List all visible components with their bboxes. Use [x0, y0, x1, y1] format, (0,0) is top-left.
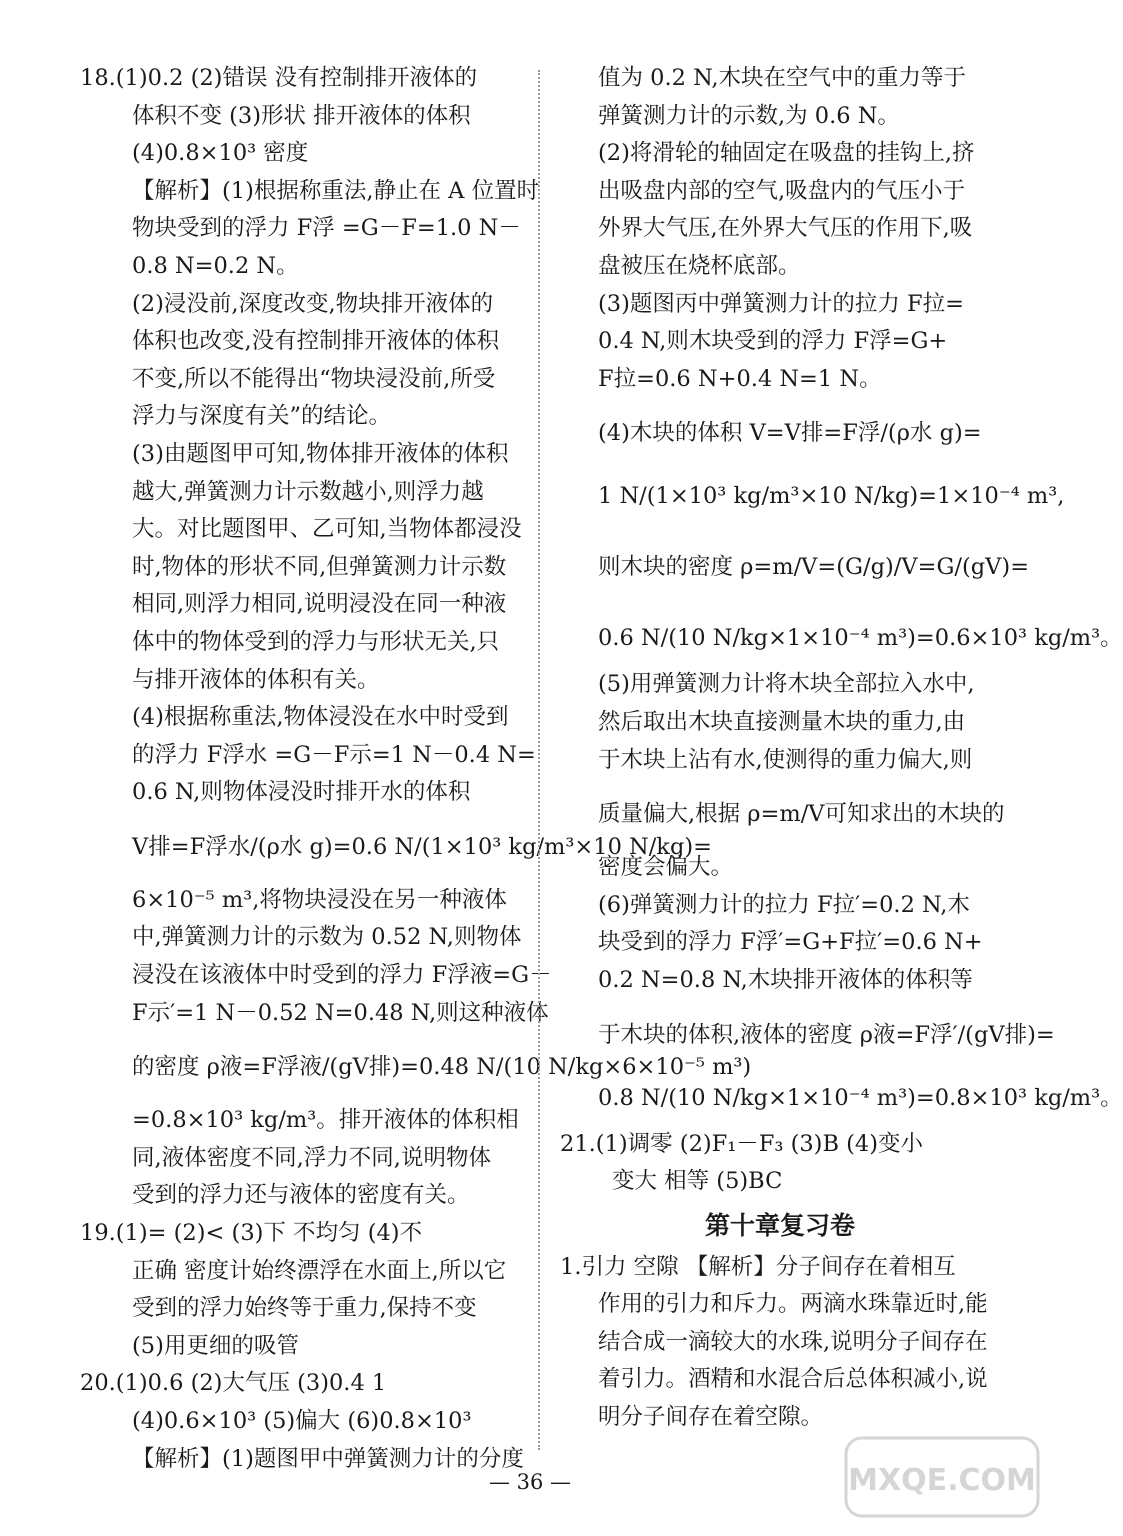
- left-text-line: 体积不变 (3)形状 排开液体的体积: [132, 102, 471, 129]
- left-text-line: 0.8 N=0.2 N。: [132, 252, 299, 279]
- column-divider: [538, 70, 540, 1450]
- right-text-line: 块受到的浮力 F浮′=G+F拉′=0.6 N+: [598, 929, 983, 956]
- left-text-line: 受到的浮力始终等于重力,保持不变: [132, 1295, 477, 1322]
- left-text-line: 越大,弹簧测力计示数越小,则浮力越: [132, 478, 484, 505]
- right-text-line: (2)将滑轮的轴固定在吸盘的挂钩上,挤: [598, 140, 975, 167]
- right-text-line: 0.2 N=0.8 N,木块排开液体的体积等: [598, 966, 973, 993]
- left-text-line: 【解析】(1)题图甲中弹簧测力计的分度: [132, 1445, 524, 1472]
- right-text-line: F拉=0.6 N+0.4 N=1 N。: [598, 365, 882, 392]
- left-text-line: 的密度 ρ液=F浮液/(gV排)=0.48 N/(10 N/kg×6×10⁻⁵ m³): [132, 1054, 752, 1081]
- right-text-line: 值为 0.2 N,木块在空气中的重力等于: [598, 65, 966, 91]
- left-text-line: (5)用更细的吸管: [132, 1332, 299, 1359]
- right-text-line: (5)用弹簧测力计将木块全部拉入水中,: [598, 671, 975, 698]
- left-text-line: 19.(1)= (2)< (3)下 不均匀 (4)不: [80, 1220, 423, 1247]
- right-text-line: 外界大气压,在外界大气压的作用下,吸: [598, 215, 973, 242]
- right-text-line: (3)题图丙中弹簧测力计的拉力 F拉=: [598, 290, 964, 317]
- left-text-line: 时,物体的形状不同,但弹簧测力计示数: [132, 553, 507, 580]
- right-text-line: 第十章复习卷: [704, 1210, 855, 1240]
- right-text-line: 1 N/(1×10³ kg/m³×10 N/kg)=1×10⁻⁴ m³,: [598, 483, 1065, 510]
- left-text-line: 20.(1)0.6 (2)大气压 (3)0.4 1: [80, 1370, 387, 1397]
- page-number: — 36 —: [488, 1470, 572, 1494]
- right-text-line: 于木块上沾有水,使测得的重力偏大,则: [598, 746, 973, 773]
- left-text-line: 18.(1)0.2 (2)错误 没有控制排开液体的: [80, 65, 478, 91]
- right-column: [560, 60, 1123, 1437]
- watermark-stamp-icon: [842, 1432, 1042, 1522]
- right-text-line: 1.引力 空隙 【解析】分子间存在着相互: [560, 1253, 956, 1280]
- right-text-line: 盘被压在烧杯底部。: [598, 252, 801, 279]
- right-text-line: 0.4 N,则木块受到的浮力 F浮=G+: [598, 328, 948, 355]
- right-text-line: 于木块的体积,液体的密度 ρ液=F浮′/(gV排)=: [598, 1021, 1055, 1048]
- left-text-line: 相同,则浮力相同,说明浸没在同一种液: [132, 591, 507, 618]
- left-text-line: 的浮力 F浮水 =G－F示=1 N－0.4 N=: [132, 741, 536, 768]
- right-text-line: 然后取出木块直接测量木块的重力,由: [598, 708, 966, 735]
- left-text-line: (3)由题图甲可知,物体排开液体的体积: [132, 440, 509, 467]
- right-text-line: 着引力。酒精和水混合后总体积减小,说: [598, 1366, 988, 1393]
- right-text-line: 作用的引力和斥力。两滴水珠靠近时,能: [598, 1291, 988, 1318]
- left-text-line: 中,弹簧测力计的示数为 0.52 N,则物体: [132, 924, 522, 951]
- right-text-line: (4)木块的体积 V=V排=F浮/(ρ水 g)=: [598, 420, 982, 447]
- left-text-line: (2)浸没前,深度改变,物块排开液体的: [132, 290, 494, 317]
- left-text-line: 大。对比题图甲、乙可知,当物体都浸没: [132, 516, 522, 543]
- right-text-line: 0.6 N/(10 N/kg×1×10⁻⁴ m³)=0.6×10³ kg/m³。: [598, 625, 1123, 652]
- left-text-line: (4)0.8×10³ 密度: [132, 140, 309, 167]
- left-text-line: 浸没在该液体中时受到的浮力 F浮液=G－: [132, 962, 552, 989]
- right-text-line: 结合成一滴较大的水珠,说明分子间存在: [598, 1328, 988, 1355]
- left-text-line: 物块受到的浮力 F浮 =G－F=1.0 N－: [132, 215, 521, 242]
- left-text-line: 浮力与深度有关”的结论。: [132, 403, 392, 430]
- right-text-line: 出吸盘内部的空气,吸盘内的气压小于: [598, 177, 966, 204]
- right-text-line: 质量偏大,根据 ρ=m/V可知求出的木块的: [598, 801, 1005, 828]
- left-text-line: (4)0.6×10³ (5)偏大 (6)0.8×10³: [132, 1408, 472, 1434]
- left-text-line: (4)根据称重法,物体浸没在水中时受到: [132, 704, 509, 731]
- left-text-line: 0.6 N,则物体浸没时排开水的体积: [132, 779, 471, 806]
- left-text-line: 体中的物体受到的浮力与形状无关,只: [132, 628, 500, 655]
- left-text-line: 正确 密度计始终漂浮在水面上,所以它: [132, 1257, 507, 1284]
- left-text-line: F示′=1 N－0.52 N=0.48 N,则这种液体: [132, 999, 549, 1026]
- left-text-line: 6×10⁻⁵ m³,将物块浸没在另一种液体: [132, 886, 507, 913]
- right-text-line: 密度会偏大。: [598, 854, 734, 881]
- left-text-line: V排=F浮水/(ρ水 g)=0.6 N/(1×10³ kg/m³×10 N/kg)=: [132, 833, 712, 860]
- left-text-line: 不变,所以不能得出“物块浸没前,所受: [132, 365, 496, 392]
- watermark-text: MXQE.COM: [848, 1463, 1036, 1498]
- right-text-line: 弹簧测力计的示数,为 0.6 N。: [598, 102, 900, 129]
- right-text-line: 0.8 N/(10 N/kg×1×10⁻⁴ m³)=0.8×10³ kg/m³。: [598, 1084, 1123, 1111]
- right-text-line: 明分子间存在着空隙。: [598, 1404, 824, 1431]
- left-text-line: =0.8×10³ kg/m³。排开液体的体积相: [132, 1107, 519, 1134]
- left-text-line: 【解析】(1)根据称重法,静止在 A 位置时: [132, 177, 540, 204]
- watermark-logo: [842, 1432, 1042, 1522]
- left-text-line: 与排开液体的体积有关。: [132, 666, 380, 693]
- left-text-line: 同,液体密度不同,浮力不同,说明物体: [132, 1144, 491, 1171]
- right-text-line: (6)弹簧测力计的拉力 F拉′=0.2 N,木: [598, 891, 970, 918]
- left-text-line: 体积也改变,没有控制排开液体的体积: [132, 328, 500, 355]
- left-text-line: 受到的浮力还与液体的密度有关。: [132, 1182, 470, 1209]
- right-text-line: 则木块的密度 ρ=m/V=(G/g)/V=G/(gV)=: [598, 554, 1030, 581]
- right-text-line: 变大 相等 (5)BC: [612, 1168, 783, 1195]
- right-text-line: 21.(1)调零 (2)F₁－F₃ (3)B (4)变小: [560, 1130, 924, 1157]
